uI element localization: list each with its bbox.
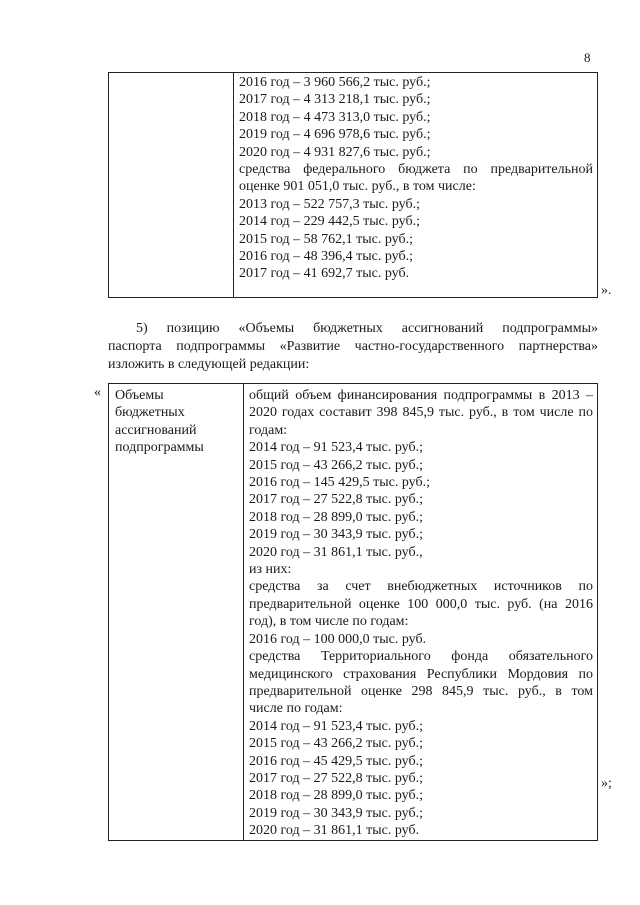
table1-line: 2014 год – 229 442,5 тыс. руб.; [239, 214, 420, 230]
table2-line: 2020 год – 31 861,1 тыс. руб., [249, 544, 423, 560]
table1-line: 2015 год – 58 762,1 тыс. руб.; [239, 231, 413, 247]
table2-line: общий объем финансирования подпрограммы в 2013 – [249, 388, 593, 403]
table2-left-cell [109, 384, 244, 841]
table2-line: 2015 год – 43 266,2 тыс. руб.; [249, 457, 423, 473]
page-number: 8 [584, 50, 591, 65]
table1-closing-quote: ». [601, 283, 612, 298]
table2-label-line: подпрограммы [115, 440, 204, 456]
table1-right-cell [234, 73, 598, 298]
table1-line: 2016 год – 3 960 566,2 тыс. руб.; [239, 75, 431, 90]
table2-label-line: бюджетных [115, 405, 185, 421]
table1-line: 2020 год – 4 931 827,6 тыс. руб.; [239, 144, 431, 160]
table2-line: 2019 год – 30 343,9 тыс. руб.; [249, 527, 423, 543]
table1-line: 2016 год – 48 396,4 тыс. руб.; [239, 249, 413, 265]
table2-line: 2016 год – 145 429,5 тыс. руб.; [249, 475, 430, 491]
table2-line: 2020 год – 31 861,1 тыс. руб. [249, 823, 420, 839]
table2-closing-quote: »; [601, 776, 612, 791]
table2-line: год), в том числе по годам: [249, 614, 409, 630]
budget-allocations-table [108, 383, 598, 841]
table2-opening-quote: « [94, 385, 101, 400]
paragraph-line: паспорта подпрограммы «Развитие частно-государственного партнерства» [108, 339, 598, 354]
table2-line: средства за счет внебюджетных источников по [249, 579, 593, 595]
table1-left-cell [109, 73, 234, 298]
table2-line: 2020 годах составит 398 845,9 тыс. руб., в том числе по [249, 405, 593, 421]
funding-table-continued [108, 72, 598, 298]
paragraph-line: 5) позицию «Объемы бюджетных ассигнований подпрограммы» [136, 321, 598, 336]
table2-line: средства Территориального фонда обязательного [249, 649, 593, 665]
table2-line: 2016 год – 45 429,5 тыс. руб.; [249, 753, 423, 769]
table2-line: 2016 год – 100 000,0 тыс. руб. [249, 631, 427, 647]
table2-line: 2017 год – 27 522,8 тыс. руб.; [249, 770, 423, 786]
table2-line: числе по годам: [249, 701, 343, 717]
table2-line: 2014 год – 91 523,4 тыс. руб.; [249, 718, 423, 734]
table2-line: 2015 год – 43 266,2 тыс. руб.; [249, 736, 423, 752]
table2-line: годам: [249, 422, 288, 438]
table1-line: 2019 год – 4 696 978,6 тыс. руб.; [239, 127, 431, 143]
paragraph-line: изложить в следующей редакции: [108, 357, 310, 372]
table2-line: из них: [249, 562, 292, 578]
table2-line: 2014 год – 91 523,4 тыс. руб.; [249, 440, 423, 456]
table2-right-cell [244, 384, 598, 841]
table1-line: 2017 год – 41 692,7 тыс. руб. [239, 266, 410, 282]
table2-line: предварительной оценке 298 845,9 тыс. руб., в том [249, 683, 593, 699]
table2-label-line: Объемы [115, 388, 164, 403]
table1-line: оценке 901 051,0 тыс. руб., в том числе: [239, 179, 476, 195]
table2-line: медицинского страхования Республики Мордовия по [249, 666, 593, 682]
table1-line: 2013 год – 522 757,3 тыс. руб.; [239, 196, 420, 212]
table2-line: 2019 год – 30 343,9 тыс. руб.; [249, 805, 423, 821]
table2-line: 2018 год – 28 899,0 тыс. руб.; [249, 788, 423, 804]
table1-line: 2017 год – 4 313 218,1 тыс. руб.; [239, 92, 431, 108]
table1-line: 2018 год – 4 473 313,0 тыс. руб.; [239, 109, 431, 125]
table2-line: 2017 год – 27 522,8 тыс. руб.; [249, 492, 423, 508]
table2-line: предварительной оценке 100 000,0 тыс. руб. (на 2016 [249, 596, 593, 612]
table1-line: средства федерального бюджета по предварительной [239, 162, 593, 178]
table2-label-line: ассигнований [115, 422, 197, 438]
amendment-paragraph [108, 320, 598, 374]
table2-line: 2018 год – 28 899,0 тыс. руб.; [249, 509, 423, 525]
